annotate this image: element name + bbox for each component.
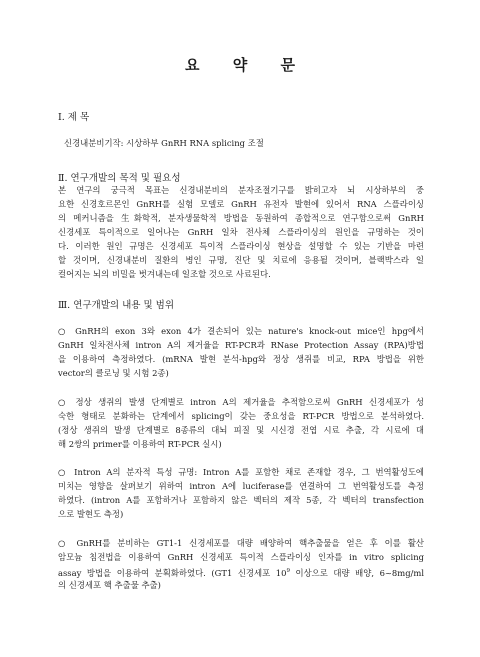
section-2-heading: Ⅱ. 연구개발의 목적 및 필요성 xyxy=(58,173,181,184)
section-3-item-1-line: vector의 클로닝 및 시험 2종) xyxy=(58,368,169,378)
section-2-line: 다. 이러한 원인 규명은 신경세포 특이적 스플라이싱 현상을 설명할 수 있는 기반을 마련 xyxy=(58,241,424,251)
section-2-line: 의 메커니즘을 生화학적, 분자생물학적 방법을 동원하여 종합적으로 연구함으로써 GnRH xyxy=(58,213,424,223)
section-2-line: 할 것이며, 신경내분비 질환의 병인 규명, 진단 및 치료에 응용될 것이며, 블랙박스라 일 xyxy=(58,255,424,265)
section-3-item-2-line: 해 2쌍의 primer를 이용하여 RT-PCR 실시) xyxy=(58,439,222,449)
section-3-item-4-line xyxy=(58,566,424,579)
section-3-item-1-line: GnRH 일차전사체 intron A의 제거율을 RT-PCR과 RNase Protection Assay (RPA)방법 xyxy=(58,340,424,350)
section-2-line: 컬어지는 뇌의 비밀을 벗겨내는데 일조할 것으로 사료된다. xyxy=(58,269,271,279)
section-3-item-3-line: 하였다. (intron A를 포함하거나 포함하지 않은 벡터의 제작 5종, 각 벡터의 transfection xyxy=(58,495,424,505)
page-title: 요 약 문 xyxy=(185,56,309,74)
section-3-item-3-line: 미치는 영향을 살펴보기 위하여 intron A에 luciferase를 연결하여 그 번역활성도를 측정 xyxy=(58,481,424,491)
section-3-item-2-line: ○ 정상 생쥐의 발생 단계별로 intron A의 제거율을 추적함으로써 GnRH 신경세포가 성 xyxy=(58,397,424,407)
section-1-text: 신경내분비기작: 시상하부 GnRH RNA splicing 조절 xyxy=(64,138,264,148)
section-3-item-3-line: ○ Intron A의 분자적 특성 규명: Intron A를 포함한 채로 존재할 경우, 그 번역활성도에 xyxy=(58,467,424,477)
section-2-line: 요한 신경호르몬인 GnRH를 실험 모델로 GnRH 유전자 발현에 있어서 RNA 스플라이싱 xyxy=(58,199,424,209)
section-1-heading: Ⅰ. 제 목 xyxy=(58,112,90,123)
section-3-item-3-line: 으로 발현도 측정) xyxy=(58,509,124,519)
section-2-line: 신경세포 특이적으로 일어나는 GnRH 일차 전사체 스플라이싱의 원인을 규명하는 것이 xyxy=(58,227,424,237)
section-3-item-1-line: 을 이용하여 측정하였다. (mRNA 발현 분석-hpg와 정상 생쥐를 비교, RPA 방법을 위한 xyxy=(58,354,424,364)
section-3-item-4-line: ○ GnRH를 분비하는 GT1-1 신경세포를 대량 배양하여 핵추출물을 얻은 후 이를 활산 xyxy=(58,538,424,548)
section-3-item-2-line: (정상 생쥐의 발생 단계별로 8종류의 대뇌 피질 및 시신경 전엽 시료 추출, 각 시료에 대 xyxy=(58,425,424,435)
section-3-item-4-line3-end: 이상으로 대량 배양, 6~8mg/ml xyxy=(289,567,424,578)
section-2-line: 본 연구의 궁극적 목표는 신경내분비의 분자조절기구를 밝히고자 뇌 시상하부의 중 xyxy=(58,185,424,195)
section-3-item-4-line: 의 신경세포 핵 추출물 추출) xyxy=(58,580,161,590)
section-3-item-4-line: 암모늄 침전법을 이용하여 GnRH 신경세포 특이적 스플라이싱 인자를 in vitro splicing xyxy=(58,552,424,562)
section-3-item-2-line: 숙한 형태로 분화하는 단계에서 splicing이 갖는 중요성을 RT-PCR 방법으로 분석하였다. xyxy=(58,411,424,421)
section-3-item-4-line3-start: assay 방법을 이용하여 분획화하였다. (GT1 신경세포 10 xyxy=(58,567,287,578)
section-3-item-1-line: ○ GnRH의 exon 3와 exon 4가 결손되어 있는 nature's knock-out mice인 hpg에서 xyxy=(58,326,424,336)
exponent-superscript: 9 xyxy=(286,568,290,574)
section-3-heading: Ⅲ. 연구개발의 내용 및 범위 xyxy=(58,300,175,311)
